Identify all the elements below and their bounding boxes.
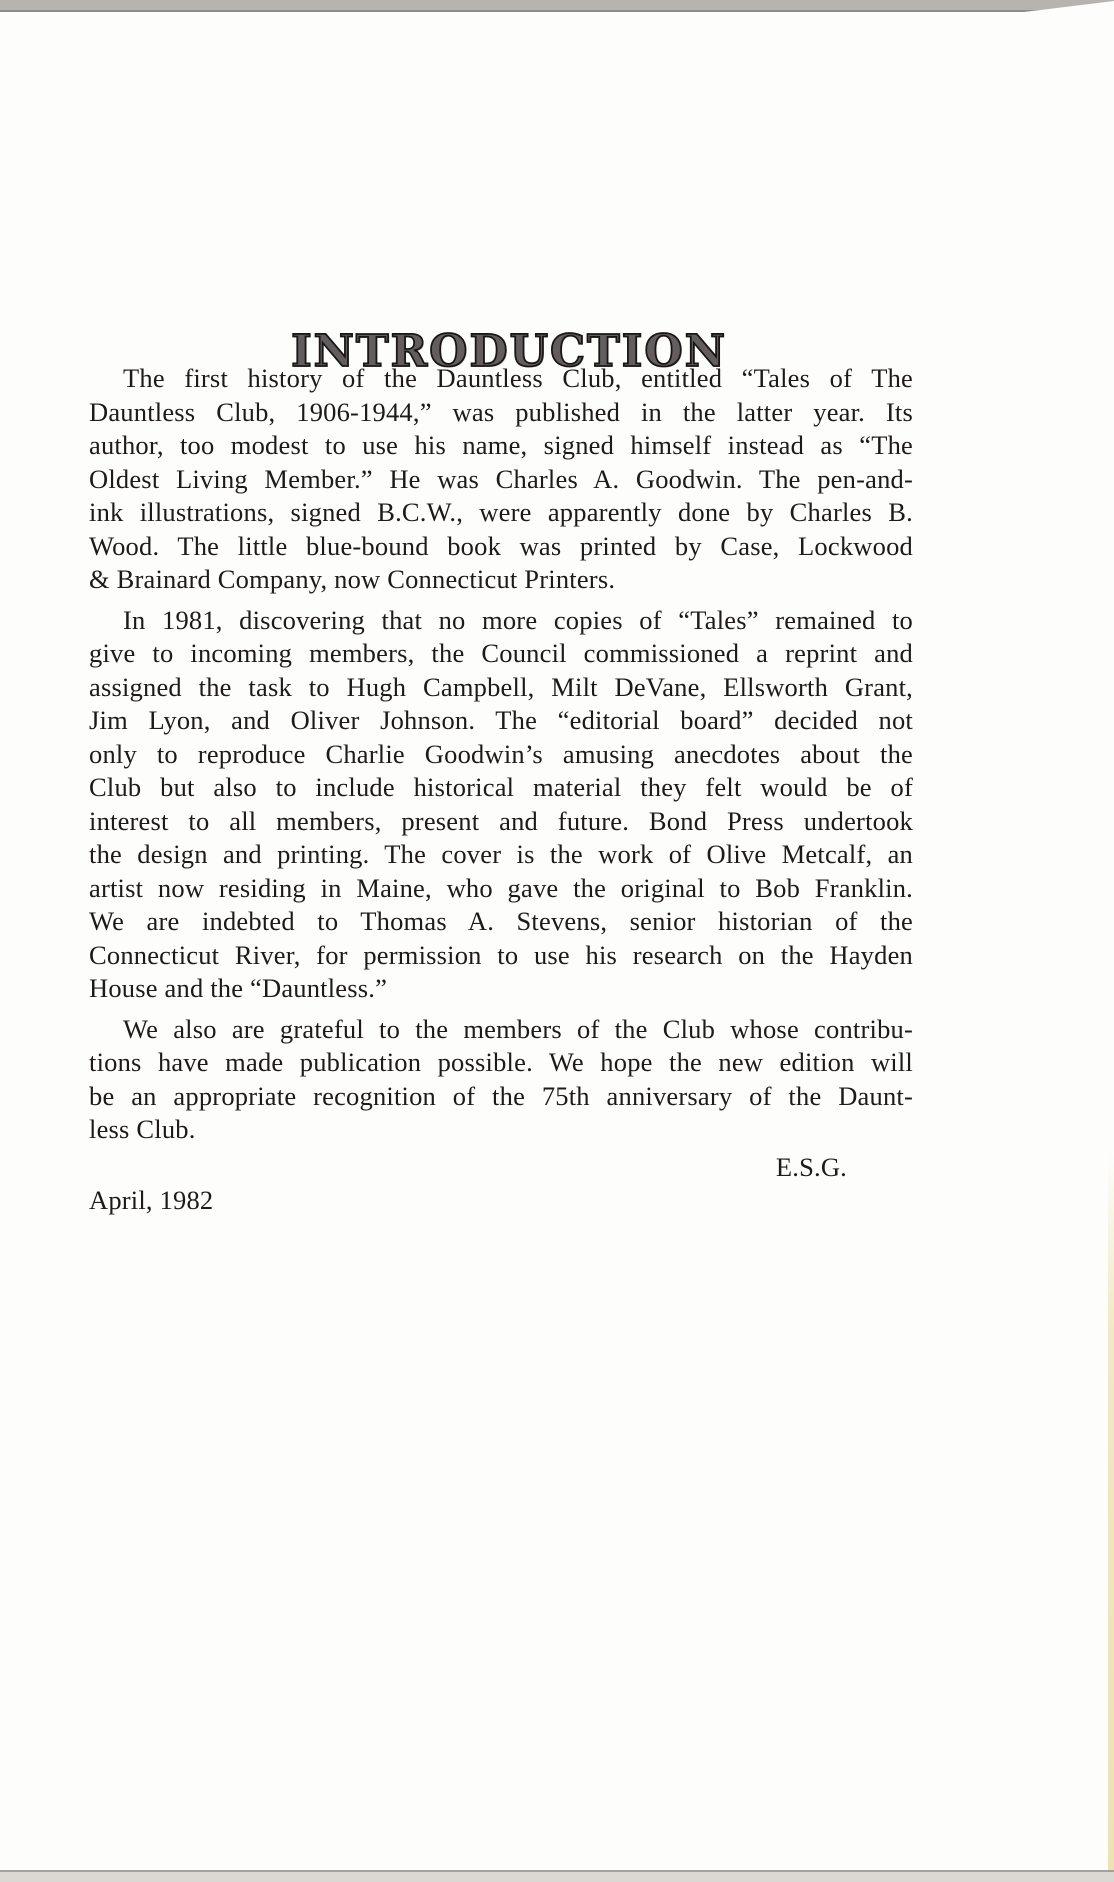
text-line: House and the “Dauntless.”	[89, 973, 388, 1003]
text-line: Dauntless Club, 1906-1944,” was published in the latter year. Its	[89, 396, 913, 427]
text-line: Connecticut River, for permission to use his research on the Hayden	[89, 939, 913, 970]
page-corner-wedge	[1024, 1, 1114, 12]
text-line: assigned the task to Hugh Campbell, Milt DeVane, Ellsworth Grant,	[89, 671, 913, 702]
page-title: INTRODUCTION	[291, 326, 727, 378]
text-line: author, too modest to use his name, signed himself instead as “The	[89, 430, 913, 460]
paragraph-3	[89, 1013, 913, 1147]
paragraph-2	[89, 604, 913, 1006]
text-line: In 1981, discovering that no more copies of “Tales” remained to	[123, 604, 913, 635]
text-line: Oldest Living Member.” He was Charles A. Goodwin. The pen-and-	[89, 463, 913, 494]
text-line: the design and printing. The cover is the work of Olive Metcalf, an	[89, 839, 913, 869]
text-line: We are indebted to Thomas A. Stevens, senior historian of the	[89, 906, 913, 936]
text-line: be an appropriate recognition of the 75th anniversary of the Daunt-	[89, 1080, 913, 1111]
text-line: only to reproduce Charlie Goodwin’s amusing anecdotes about the	[89, 738, 913, 769]
body-text	[89, 362, 913, 1218]
text-line: give to incoming members, the Council commissioned a reprint and	[89, 638, 913, 668]
text-line: Jim Lyon, and Oliver Johnson. The “editorial board” decided not	[89, 705, 913, 735]
next-page-edge-strip	[1108, 1150, 1114, 1872]
text-line: less Club.	[89, 1114, 196, 1144]
text-line: We also are grateful to the members of the Club whose contribu-	[123, 1013, 913, 1044]
text-line: ink illustrations, signed B.C.W., were apparently done by Charles B.	[89, 497, 913, 527]
text-line: interest to all members, present and future. Bond Press undertook	[89, 805, 913, 836]
text-line: artist now residing in Maine, who gave the original to Bob Franklin.	[89, 872, 913, 903]
scanner-top-band	[0, 0, 1114, 12]
scanner-bottom-band	[0, 1872, 1114, 1882]
text-line: & Brainard Company, now Connecticut Printers.	[89, 564, 616, 594]
signature-initials: E.S.G.	[775, 1151, 847, 1182]
dateline: April, 1982	[89, 1185, 214, 1215]
paragraph-1	[89, 362, 913, 597]
text-line: The first history of the Dauntless Club, entitled “Tales of The	[123, 363, 913, 393]
text-line: Wood. The little blue-bound book was printed by Case, Lockwood	[89, 530, 913, 561]
text-line: Club but also to include historical material they felt would be of	[89, 772, 913, 802]
text-line: tions have made publication possible. We hope the new edition will	[89, 1047, 913, 1077]
